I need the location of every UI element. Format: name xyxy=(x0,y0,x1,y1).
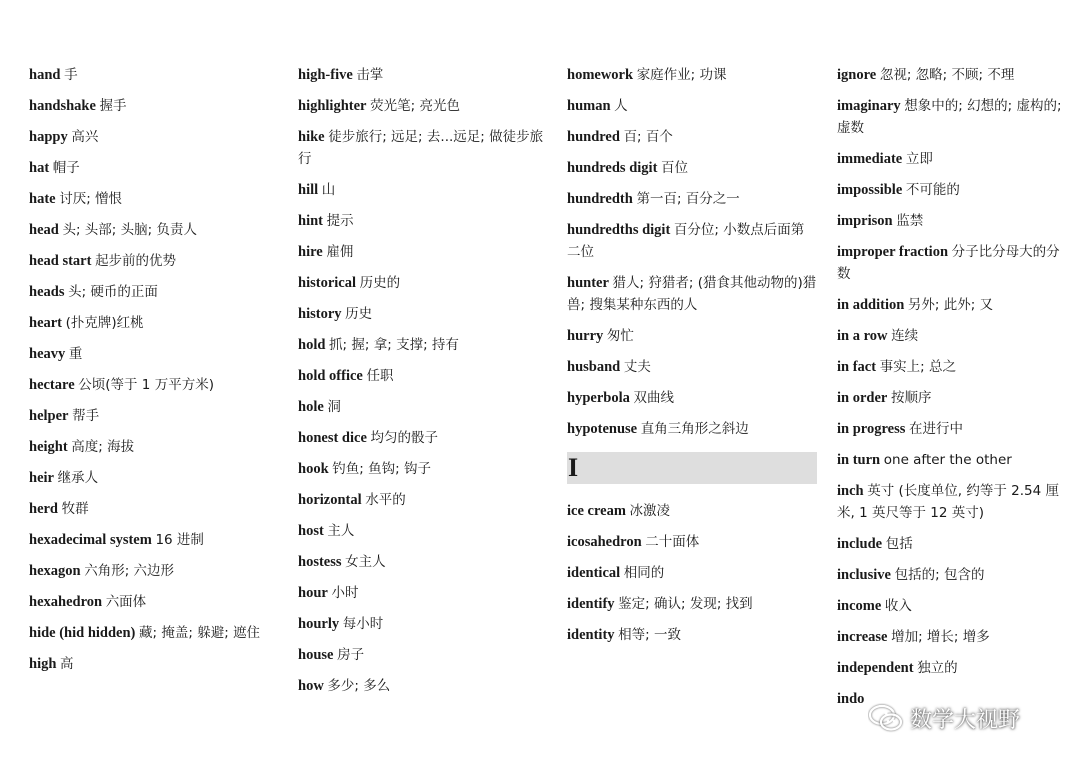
glossary-entry xyxy=(837,418,1067,440)
headword: high-five xyxy=(298,67,353,83)
glossary-entry xyxy=(29,622,279,644)
glossary-entry xyxy=(837,657,1067,679)
definition: 历史的 xyxy=(359,275,401,291)
glossary-entry xyxy=(837,356,1067,378)
glossary-entry xyxy=(837,626,1067,648)
glossary-entry xyxy=(29,250,279,272)
glossary-entry xyxy=(837,294,1067,316)
glossary-entry xyxy=(837,533,1067,555)
glossary-entry xyxy=(567,418,817,440)
glossary-entry xyxy=(29,467,279,489)
definition: 雇佣 xyxy=(326,244,354,260)
definition: 直角三角形之斜边 xyxy=(640,421,749,437)
definition: 相同的 xyxy=(623,565,665,581)
definition: 另外; 此外; 又 xyxy=(907,297,994,313)
glossary-column-3 xyxy=(567,64,817,655)
glossary-column-2 xyxy=(298,64,548,706)
glossary-entry xyxy=(298,179,548,201)
definition: 监禁 xyxy=(896,213,924,229)
definition: 手 xyxy=(64,67,78,83)
glossary-entry xyxy=(298,334,548,356)
definition: 高度; 海拔 xyxy=(71,439,135,455)
glossary-entry xyxy=(29,343,279,365)
definition: 帽子 xyxy=(52,160,80,176)
definition: 忽视; 忽略; 不顾; 不理 xyxy=(879,67,1015,83)
headword: high xyxy=(29,656,57,672)
definition: 握手 xyxy=(99,98,127,114)
definition: 家庭作业; 功课 xyxy=(636,67,727,83)
glossary-entry xyxy=(567,95,817,117)
definition: 荧光笔; 亮光色 xyxy=(370,98,460,114)
headword: hike xyxy=(298,129,325,145)
headword: heart xyxy=(29,315,63,331)
definition: 鉴定; 确认; 发现; 找到 xyxy=(618,596,753,612)
definition: 小时 xyxy=(331,585,359,601)
headword: history xyxy=(298,306,342,322)
glossary-entry xyxy=(567,126,817,148)
glossary-entry xyxy=(29,560,279,582)
headword: hold office xyxy=(298,368,363,384)
definition: 丈夫 xyxy=(623,359,651,375)
definition: 高兴 xyxy=(71,129,99,145)
headword: in order xyxy=(837,390,888,406)
definition: 按顺序 xyxy=(890,390,932,406)
glossary-entry xyxy=(29,188,279,210)
headword: highlighter xyxy=(298,98,367,114)
headword: hundredths digit xyxy=(567,222,671,238)
headword: hundredth xyxy=(567,191,633,207)
definition: 猎人; 狩猎者; (猎食其他动物的)猎兽; 搜集某种东西的人 xyxy=(567,275,817,313)
glossary-entry xyxy=(298,64,548,86)
headword: hexahedron xyxy=(29,594,103,610)
headword: in turn xyxy=(837,452,881,468)
glossary-entry xyxy=(567,593,817,615)
headword: honest dice xyxy=(298,430,367,446)
glossary-entry xyxy=(29,405,279,427)
definition: 水平的 xyxy=(365,492,406,508)
headword: hour xyxy=(298,585,328,601)
glossary-entry xyxy=(298,427,548,449)
definition: 高 xyxy=(60,656,74,672)
headword: host xyxy=(298,523,324,539)
definition: 起步前的优势 xyxy=(95,253,177,269)
headword: helper xyxy=(29,408,69,424)
headword: heads xyxy=(29,284,65,300)
definition: 收入 xyxy=(884,598,912,614)
glossary-entry xyxy=(298,644,548,666)
definition: 抓; 握; 拿; 支撑; 持有 xyxy=(329,337,459,353)
glossary-entry xyxy=(29,219,279,241)
headword: inch xyxy=(837,483,864,499)
headword: hexagon xyxy=(29,563,81,579)
headword: icosahedron xyxy=(567,534,642,550)
headword: hill xyxy=(298,182,319,198)
glossary-entry xyxy=(837,325,1067,347)
definition: 人 xyxy=(614,98,628,114)
definition: 在进行中 xyxy=(908,421,963,437)
headword: hypotenuse xyxy=(567,421,638,437)
definition: 匆忙 xyxy=(606,328,634,344)
glossary-entry xyxy=(298,613,548,635)
glossary-entry xyxy=(298,95,548,117)
headword: hunter xyxy=(567,275,609,291)
watermark-text: 数学大视野 xyxy=(910,707,1021,733)
headword: head xyxy=(29,222,59,238)
glossary-entry xyxy=(29,312,279,334)
definition: one after the other xyxy=(883,452,1012,468)
definition: 增加; 增长; 增多 xyxy=(891,629,990,645)
headword: hostess xyxy=(298,554,342,570)
glossary-entry xyxy=(567,157,817,179)
headword: identity xyxy=(567,627,615,643)
definition: 均匀的骰子 xyxy=(370,430,438,446)
glossary-entry xyxy=(298,520,548,542)
section-header-band xyxy=(567,452,817,484)
glossary-entry xyxy=(567,624,817,646)
glossary-entry xyxy=(837,564,1067,586)
headword: hide (hid hidden) xyxy=(29,625,136,641)
glossary-entry xyxy=(298,303,548,325)
definition: 多少; 多么 xyxy=(327,678,391,694)
definition: 提示 xyxy=(326,213,354,229)
headword: homework xyxy=(567,67,634,83)
glossary-entry xyxy=(567,188,817,210)
headword: increase xyxy=(837,629,888,645)
glossary-entry xyxy=(29,591,279,613)
definition: 分子比分母大的分数 xyxy=(837,244,1060,282)
headword: hold xyxy=(298,337,326,353)
glossary-entry xyxy=(837,64,1067,86)
definition: 16 进制 xyxy=(155,532,204,548)
definition: 女主人 xyxy=(345,554,386,570)
glossary-entry xyxy=(298,489,548,511)
definition: 洞 xyxy=(327,399,341,415)
headword: imaginary xyxy=(837,98,901,114)
glossary-entry xyxy=(298,551,548,573)
glossary-entry xyxy=(567,64,817,86)
headword: identify xyxy=(567,596,615,612)
glossary-entry xyxy=(837,210,1067,232)
headword: in a row xyxy=(837,328,888,344)
definition: 第一百; 百分之一 xyxy=(636,191,740,207)
headword: include xyxy=(837,536,883,552)
glossary-entry xyxy=(837,387,1067,409)
glossary-entry xyxy=(837,449,1067,471)
definition: 头; 头部; 头脑; 负责人 xyxy=(62,222,197,238)
definition: 相等; 一致 xyxy=(618,627,681,643)
headword: height xyxy=(29,439,68,455)
section-letter: I xyxy=(568,453,579,482)
headword: husband xyxy=(567,359,621,375)
headword: ice cream xyxy=(567,503,626,519)
glossary-entry xyxy=(837,241,1067,285)
definition: 冰激凌 xyxy=(629,503,671,519)
headword: identical xyxy=(567,565,621,581)
headword: hole xyxy=(298,399,324,415)
glossary-entry xyxy=(29,126,279,148)
definition: 讨厌; 憎恨 xyxy=(59,191,123,207)
definition: 头; 硬币的正面 xyxy=(68,284,158,300)
definition: 帮手 xyxy=(72,408,100,424)
headword: immediate xyxy=(837,151,903,167)
watermark xyxy=(868,696,1073,740)
wechat-icon xyxy=(868,703,904,733)
headword: handshake xyxy=(29,98,96,114)
headword: ignore xyxy=(837,67,877,83)
glossary-entry xyxy=(298,675,548,697)
definition: 连续 xyxy=(891,328,919,344)
headword: herd xyxy=(29,501,58,517)
headword: in addition xyxy=(837,297,905,313)
headword: hand xyxy=(29,67,61,83)
glossary-entry xyxy=(298,126,548,170)
glossary-entry xyxy=(29,95,279,117)
glossary-entry xyxy=(567,387,817,409)
definition: 立即 xyxy=(905,151,933,167)
definition: 六面体 xyxy=(105,594,147,610)
headword: heir xyxy=(29,470,54,486)
headword: historical xyxy=(298,275,356,291)
definition: (扑克牌)红桃 xyxy=(65,315,144,331)
glossary-entry xyxy=(298,396,548,418)
glossary-entry xyxy=(837,148,1067,170)
headword: hire xyxy=(298,244,323,260)
headword: hat xyxy=(29,160,50,176)
headword: hundreds digit xyxy=(567,160,658,176)
glossary-entry xyxy=(837,95,1067,139)
definition: 英寸 (长度单位, 约等于 2.54 厘米, 1 英尺等于 12 英寸) xyxy=(837,483,1060,521)
glossary-entry xyxy=(29,157,279,179)
definition: 每小时 xyxy=(342,616,384,632)
definition: 山 xyxy=(321,182,336,198)
headword: hurry xyxy=(567,328,604,344)
headword: in fact xyxy=(837,359,877,375)
glossary-entry xyxy=(29,653,279,675)
definition: 牧群 xyxy=(61,501,89,517)
headword: hyperbola xyxy=(567,390,630,406)
glossary-entry xyxy=(29,436,279,458)
definition: 任职 xyxy=(366,368,394,384)
definition: 独立的 xyxy=(917,660,958,676)
headword: in progress xyxy=(837,421,906,437)
glossary-entry xyxy=(298,241,548,263)
headword: independent xyxy=(837,660,914,676)
headword: human xyxy=(567,98,611,114)
definition: 主人 xyxy=(327,523,355,539)
definition: 百位 xyxy=(661,160,689,176)
definition: 百分位; 小数点后面第二位 xyxy=(567,222,805,260)
definition: 钓鱼; 鱼钩; 钩子 xyxy=(332,461,431,477)
glossary-entry xyxy=(298,272,548,294)
glossary-entry xyxy=(837,595,1067,617)
definition: 包括 xyxy=(885,536,913,552)
headword: income xyxy=(837,598,882,614)
headword: hourly xyxy=(298,616,340,632)
glossary-entry xyxy=(298,582,548,604)
definition: 包括的; 包含的 xyxy=(894,567,985,583)
definition: 徒步旅行; 远足; 去...远足; 做徒步旅行 xyxy=(298,129,544,167)
glossary-entry xyxy=(567,500,817,522)
glossary-entry xyxy=(29,529,279,551)
headword: inclusive xyxy=(837,567,891,583)
glossary-entry xyxy=(298,458,548,480)
headword: imprison xyxy=(837,213,893,229)
headword: house xyxy=(298,647,334,663)
headword: heavy xyxy=(29,346,66,362)
glossary-entry xyxy=(567,531,817,553)
glossary-column-1 xyxy=(29,64,279,684)
glossary-column-4 xyxy=(837,64,1067,719)
glossary-entry xyxy=(298,365,548,387)
headword: how xyxy=(298,678,324,694)
glossary-entry xyxy=(567,272,817,316)
definition: 击掌 xyxy=(356,67,384,83)
definition: 二十面体 xyxy=(645,534,700,550)
headword: happy xyxy=(29,129,68,145)
definition: 双曲线 xyxy=(633,390,674,406)
definition: 事实上; 总之 xyxy=(879,359,957,375)
headword: improper fraction xyxy=(837,244,949,260)
headword: hate xyxy=(29,191,56,207)
glossary-entry xyxy=(567,219,817,263)
glossary-entry xyxy=(837,179,1067,201)
headword: horizontal xyxy=(298,492,362,508)
glossary-entry xyxy=(29,281,279,303)
headword: indo xyxy=(837,691,865,707)
definition: 想象中的; 幻想的; 虚构的; 虚数 xyxy=(837,98,1062,136)
glossary-entry xyxy=(567,562,817,584)
glossary-entry xyxy=(298,210,548,232)
glossary-entry xyxy=(29,498,279,520)
definition: 重 xyxy=(68,346,83,362)
glossary-entry xyxy=(567,356,817,378)
glossary-entry xyxy=(29,374,279,396)
glossary-entry xyxy=(567,325,817,347)
definition: 百; 百个 xyxy=(623,129,673,145)
headword: hint xyxy=(298,213,323,229)
definition: 房子 xyxy=(337,647,365,663)
definition: 历史 xyxy=(345,306,373,322)
headword: hexadecimal system xyxy=(29,532,152,548)
definition: 六角形; 六边形 xyxy=(84,563,175,579)
glossary-entry xyxy=(29,64,279,86)
headword: hundred xyxy=(567,129,620,145)
definition: 继承人 xyxy=(57,470,99,486)
definition: 公顷(等于 1 万平方米) xyxy=(78,377,214,393)
headword: hook xyxy=(298,461,329,477)
definition: 藏; 掩盖; 躲避; 遮住 xyxy=(139,625,261,641)
headword: head start xyxy=(29,253,92,269)
headword: hectare xyxy=(29,377,75,393)
glossary-entry xyxy=(837,480,1067,524)
headword: impossible xyxy=(837,182,903,198)
definition: 不可能的 xyxy=(905,182,960,198)
